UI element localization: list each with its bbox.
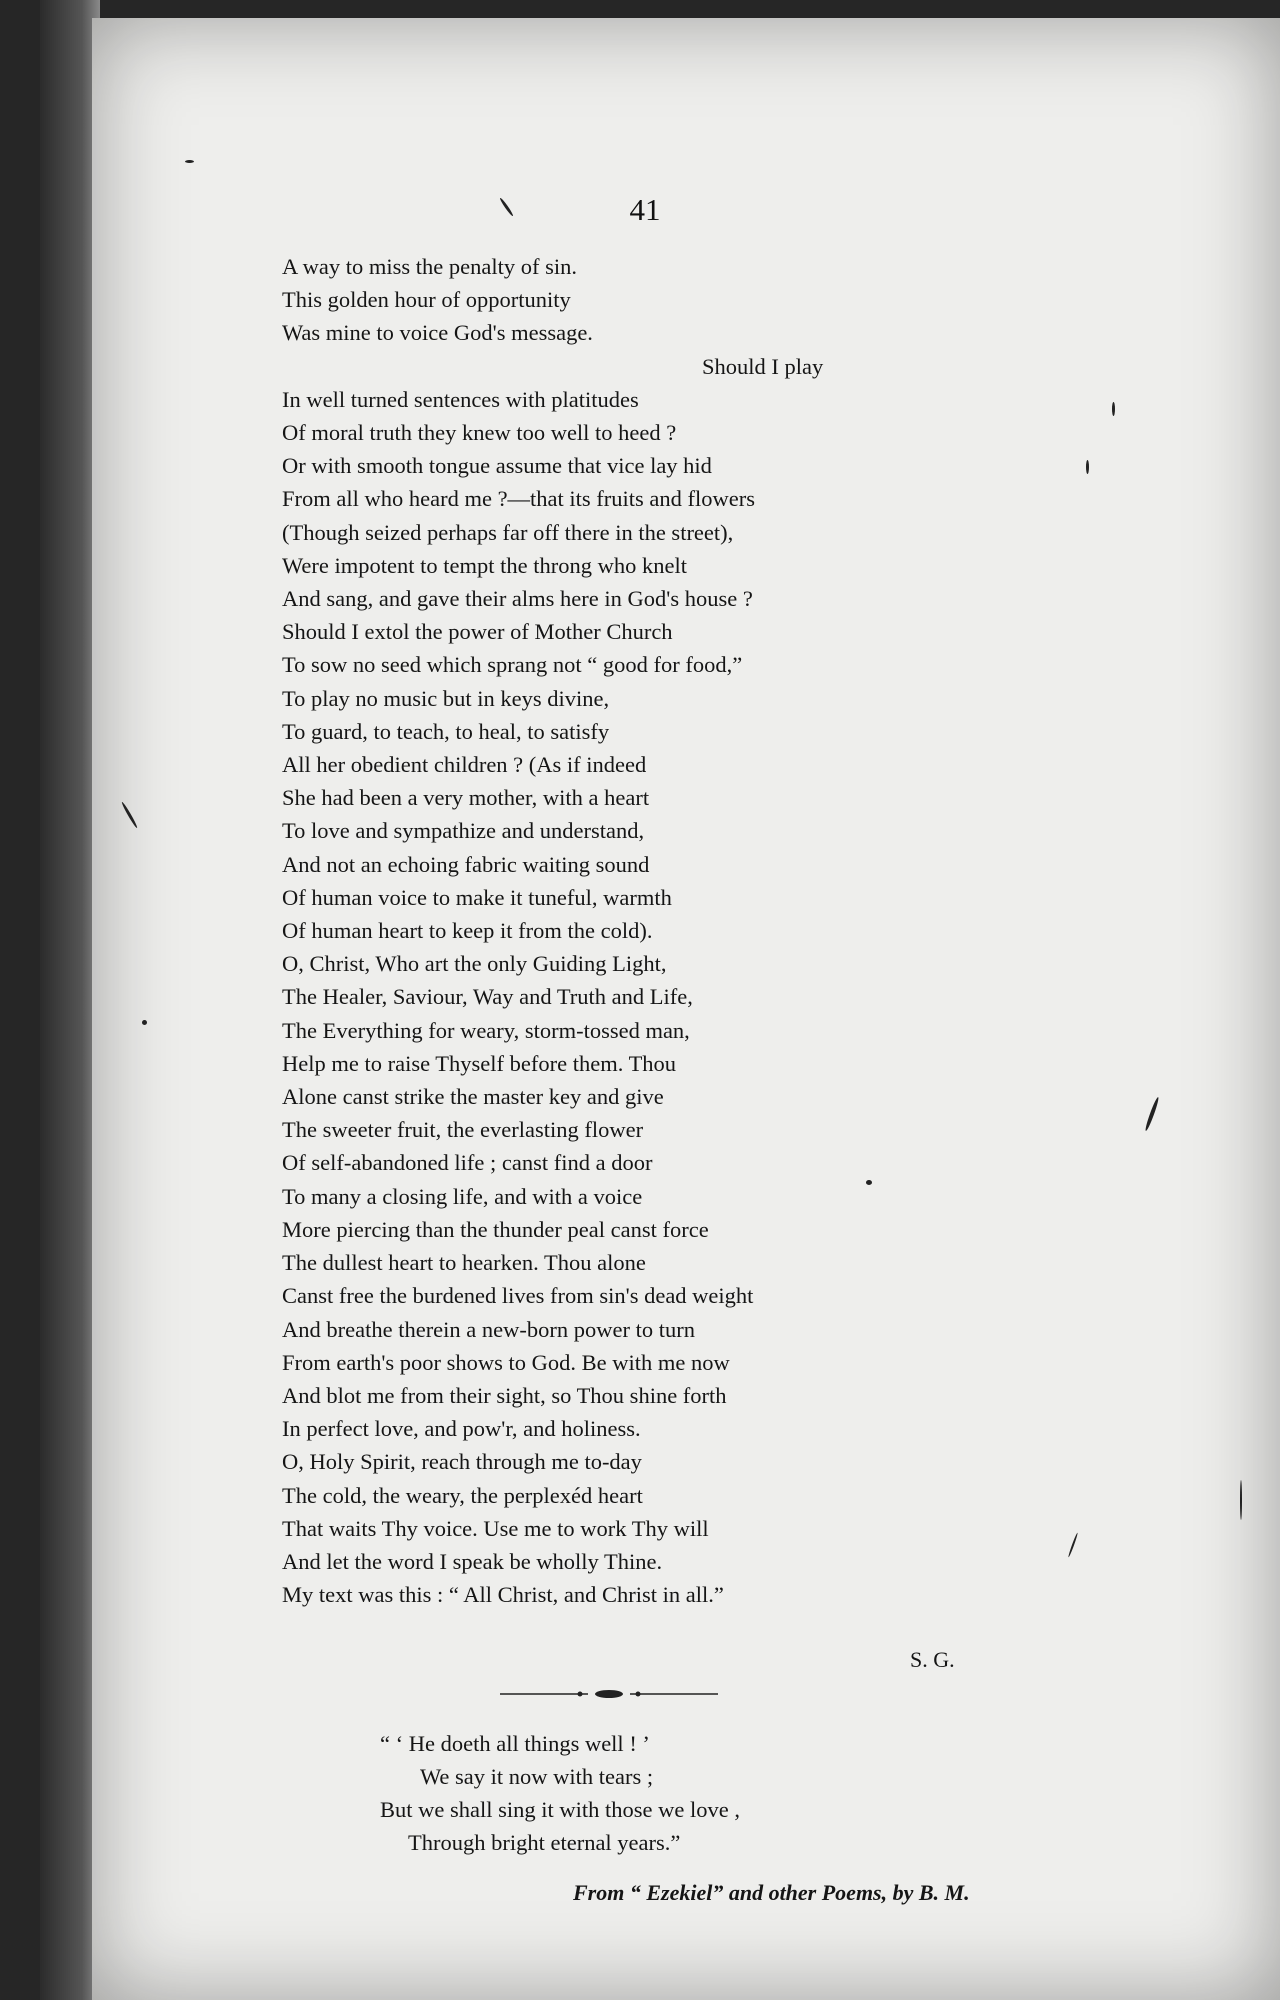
divider-ornament	[595, 1690, 623, 1698]
poem-line: This golden hour of opportunity	[282, 287, 571, 313]
poem-line: In perfect love, and pow'r, and holiness.	[282, 1416, 641, 1442]
binding-edge	[40, 0, 100, 2000]
page-number: 41	[629, 192, 661, 227]
poem-line: And breathe therein a new-born power to turn	[282, 1316, 695, 1342]
poem-line: Were impotent to tempt the throng who knelt	[282, 552, 687, 578]
poem-line: Help me to raise Thyself before them. Thou	[282, 1050, 677, 1076]
scan-speck	[1240, 1480, 1242, 1520]
poem-line: And not an echoing fabric waiting sound	[282, 851, 650, 877]
poem-line: Of moral truth they knew too well to heed ?	[282, 420, 677, 446]
poem-line: Canst free the burdened lives from sin's dead weight	[282, 1283, 754, 1309]
scan-speck	[1112, 402, 1115, 416]
poem-line: The cold, the weary, the perplexéd heart	[282, 1482, 643, 1508]
poem-line: The dullest heart to hearken. Thou alone	[282, 1250, 646, 1276]
poem-line: She had been a very mother, with a heart	[282, 785, 650, 811]
poem-body	[282, 250, 922, 1611]
poem-line: That waits Thy voice. Use me to work Thy will	[282, 1515, 709, 1541]
poem-line: In well turned sentences with platitudes	[282, 386, 639, 412]
quote-line: “ ‘ He doeth all things well ! ’	[380, 1731, 650, 1756]
ornamental-divider	[500, 1684, 718, 1704]
poem-line: Should I play	[702, 353, 824, 379]
poem-line: And blot me from their sight, so Thou shine forth	[282, 1382, 727, 1408]
poem-line: To guard, to teach, to heal, to satisfy	[282, 718, 610, 744]
poem-line: A way to miss the penalty of sin.	[282, 254, 577, 279]
poem-line: The Healer, Saviour, Way and Truth and Life,	[282, 984, 693, 1010]
poem-line: Of self-abandoned life ; canst find a door	[282, 1150, 653, 1176]
quote-attribution: From “ Ezekiel” and other Poems, by B. M.	[573, 1880, 970, 1905]
divider-dot-left	[578, 1692, 583, 1697]
poem-line: My text was this : “ All Christ, and Christ in all.”	[282, 1582, 724, 1608]
poem-line: And let the word I speak be wholly Thine.	[282, 1548, 663, 1574]
quote-line: But we shall sing it with those we love ,	[380, 1797, 740, 1822]
quote-line: Through bright eternal years.”	[408, 1830, 681, 1855]
poem-line: To love and sympathize and understand,	[282, 818, 645, 844]
scan-speck	[1086, 460, 1089, 474]
scan-speck	[142, 1020, 147, 1025]
poem-line: To play no music but in keys divine,	[282, 685, 610, 711]
poem-line: All her obedient children ? (As if indeed	[282, 752, 647, 778]
scan-speck	[185, 160, 194, 163]
poem-line: To sow no seed which sprang not “ good for food,”	[282, 652, 743, 678]
quote-line: We say it now with tears ;	[420, 1764, 654, 1789]
poem-line: From all who heard me ?—that its fruits and flowers	[282, 486, 756, 512]
poem-line: Of human voice to make it tuneful, warmth	[282, 884, 672, 910]
poem-line: O, Holy Spirit, reach through me to-day	[282, 1449, 642, 1475]
poem-line: From earth's poor shows to God. Be with me now	[282, 1349, 730, 1375]
poem-line: The sweeter fruit, the everlasting flower	[282, 1117, 644, 1143]
poem-line: The Everything for weary, storm-tossed man,	[282, 1017, 690, 1043]
poem-line: (Though seized perhaps far off there in the street),	[282, 519, 734, 545]
poem-line: Alone canst strike the master key and give	[282, 1084, 664, 1110]
poem-line: And sang, and gave their alms here in God's house ?	[282, 586, 753, 612]
poem-line: To many a closing life, and with a voice	[282, 1183, 643, 1209]
poem-line: Should I extol the power of Mother Church	[282, 619, 673, 645]
poem-signature: S. G.	[910, 1647, 955, 1672]
closing-quote	[380, 1727, 900, 1859]
poem-line: Of human heart to keep it from the cold).	[282, 918, 653, 944]
poem-line: More piercing than the thunder peal canst force	[282, 1216, 709, 1242]
poem-line: O, Christ, Who art the only Guiding Light,	[282, 951, 667, 977]
poem-line: Was mine to voice God's message.	[282, 320, 593, 346]
poem-line: Or with smooth tongue assume that vice lay hid	[282, 453, 712, 479]
